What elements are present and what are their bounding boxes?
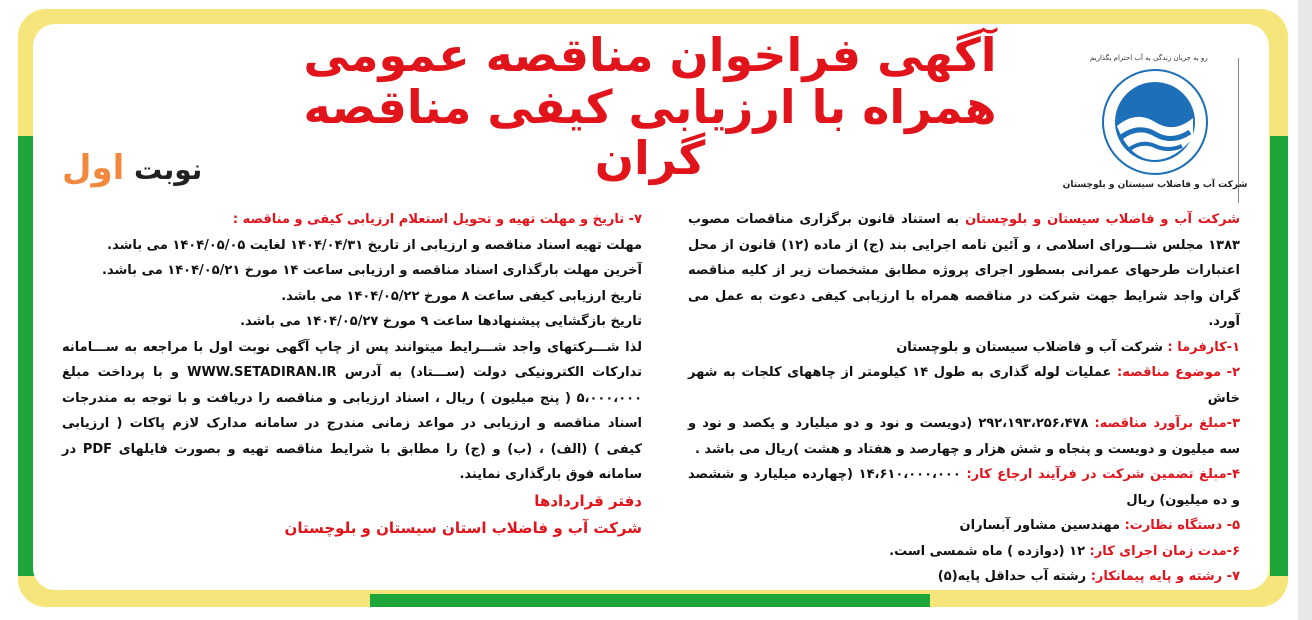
schedule-section [62, 207, 642, 542]
item-label: ۱-کارفرما : [1167, 339, 1240, 355]
schedule-line: مهلت تهیه اسناد مناقصه و ارزیابی از تاریخ ۱۴۰۴/۰۴/۳۱ لغایت ۱۴۰۴/۰۵/۰۵ می باشد. [107, 237, 642, 253]
logo-caption: شرکت آب و فاضلاب سیستان و بلوچستان [1062, 180, 1248, 190]
green-bar-right [1270, 136, 1288, 576]
item-label: ۵- دستگاه نظارت: [1124, 518, 1240, 533]
green-bar-bottom [370, 594, 930, 607]
tender-details [688, 207, 1240, 590]
footer-company: شرکت آب و فاضلاب استان سیستان و بلوچستان [284, 518, 642, 537]
page-edge [1298, 0, 1312, 620]
item-label: ۴-مبلغ تضمین شرکت در فرآیند ارجاع کار: [966, 467, 1241, 482]
intro-paragraph [688, 207, 1240, 335]
item-label: ۷- رشته و پایه پیمانکار: [1090, 569, 1240, 584]
schedule-line: آخرین مهلت بارگذاری اسناد مناقصه و ارزیابی ساعت ۱۴ مورخ ۱۴۰۴/۰۵/۲۱ می باشد. [102, 263, 642, 278]
item-employer [688, 335, 1240, 361]
item-duration [688, 539, 1240, 565]
item-estimate [688, 411, 1240, 462]
round-label-word: نوبت [134, 153, 203, 186]
water-drop-logo-icon [1090, 54, 1220, 178]
schedule-line: تاریخ ارزیابی کیفی ساعت ۸ مورخ ۱۴۰۴/۰۵/۲۲ می باشد. [281, 288, 642, 304]
item-supervisor [688, 513, 1240, 539]
intro-text: به استناد قانون برگزاری مناقصات مصوب ۱۳۸۳ مجلس شـــورای اسلامی ، و آئین نامه اجرایی بند (ج) از ماده (۱۲) قانون از محل اعتبارات طرحهای عمرانی بسطور اجرای پروژه مطابق مشخصات زیر از کلیه مناقصه گران واجد شرایط جهت شرکت در مناقصه همراه با ارزیابی کیفی دعوت به عمل می آورد. [688, 212, 1240, 329]
item-contractor-grade [688, 564, 1240, 590]
item-value: ۱۲ (دوازده ) ماه شمسی است. [889, 543, 1086, 559]
item-subject [688, 360, 1240, 411]
schedule-heading: ۷- تاریخ و مهلت تهیه و تحویل استعلام ارزیابی کیفی و مناقصه : [232, 212, 642, 227]
round-label [62, 148, 202, 188]
schedule-line: تاریخ بازگشایی پیشنهادها ساعت ۹ مورخ ۱۴۰۴/۰۵/۲۷ می باشد. [240, 314, 642, 329]
company-logo [1060, 54, 1250, 200]
item-label: ۳-مبلغ برآورد مناقصه: [1094, 416, 1240, 431]
participation-paragraph: لذا شـــرکتهای واجد شـــرایط میتوانند پس از چاپ آگهی نوبت اول با مراجعه به ســـامانه تدارکات الکترونیکی دولت (ســـتاد) به آدرس WWW.SETADIRAN.IR و با پرداخت مبلغ ۵،۰۰۰،۰۰۰ ( پنج میلیون ) ریال ، اسناد ارزیابی و مناقصه را دریافت و با توجه به مندرجات اسناد مناقصه و ارزیابی در مواعد زمانی مندرج در سامانه مدارک لازم پاکات ( ارزیابی کیفی ) (الف) ، (ب) و (ج) را مطابق با شرایط مناقصه تهیه و بصورت فایلهای PDF در سامانه فوق بارگذاری نمایند. [62, 339, 642, 482]
ad-title [300, 30, 1000, 185]
footer-office: دفتر قراردادها [534, 491, 642, 510]
item-value: مهندسین مشاور آبساران [959, 518, 1121, 533]
item-value: شرکت آب و فاضلاب سیستان و بلوچستان [896, 339, 1163, 355]
item-value: ۱۴،۶۱۰،۰۰۰،۰۰۰ (چهارده میلیارد و ششصد و ده میلیون) ریال [688, 467, 1240, 508]
item-guarantee [688, 462, 1240, 513]
item-label: ۶-مدت زمان اجرای کار: [1089, 543, 1240, 559]
item-value: رشته آب حداقل پایه(۵) [937, 569, 1087, 584]
item-value: ۲۹۲،۱۹۳،۲۵۶،۴۷۸ (دویست و نود و دو میلیارد و یکصد و نود و سه میلیون و دویست و پنجاه و شش هزار و چهارصد و هفتاد و هشت )ریال می باشد . [688, 416, 1240, 457]
title-line-2: همراه با ارزیابی کیفی مناقصه گران [303, 79, 997, 186]
item-value: عملیات لوله گذاری به طول ۱۴ کیلومتر از چاههای کلجات به شهر خاش [688, 365, 1240, 406]
item-label: ۲- موضوع مناقصه: [1117, 365, 1240, 380]
intro-org-name: شرکت آب و فاضلاب سیستان و بلوچستان [965, 212, 1240, 227]
logo-ring-text: رو به جریان زندگی به آب احترام بگذاریم [1090, 54, 1208, 62]
round-label-number: اول [62, 148, 125, 188]
title-line-1: آگهی فراخوان مناقصه عمومی [303, 28, 997, 82]
